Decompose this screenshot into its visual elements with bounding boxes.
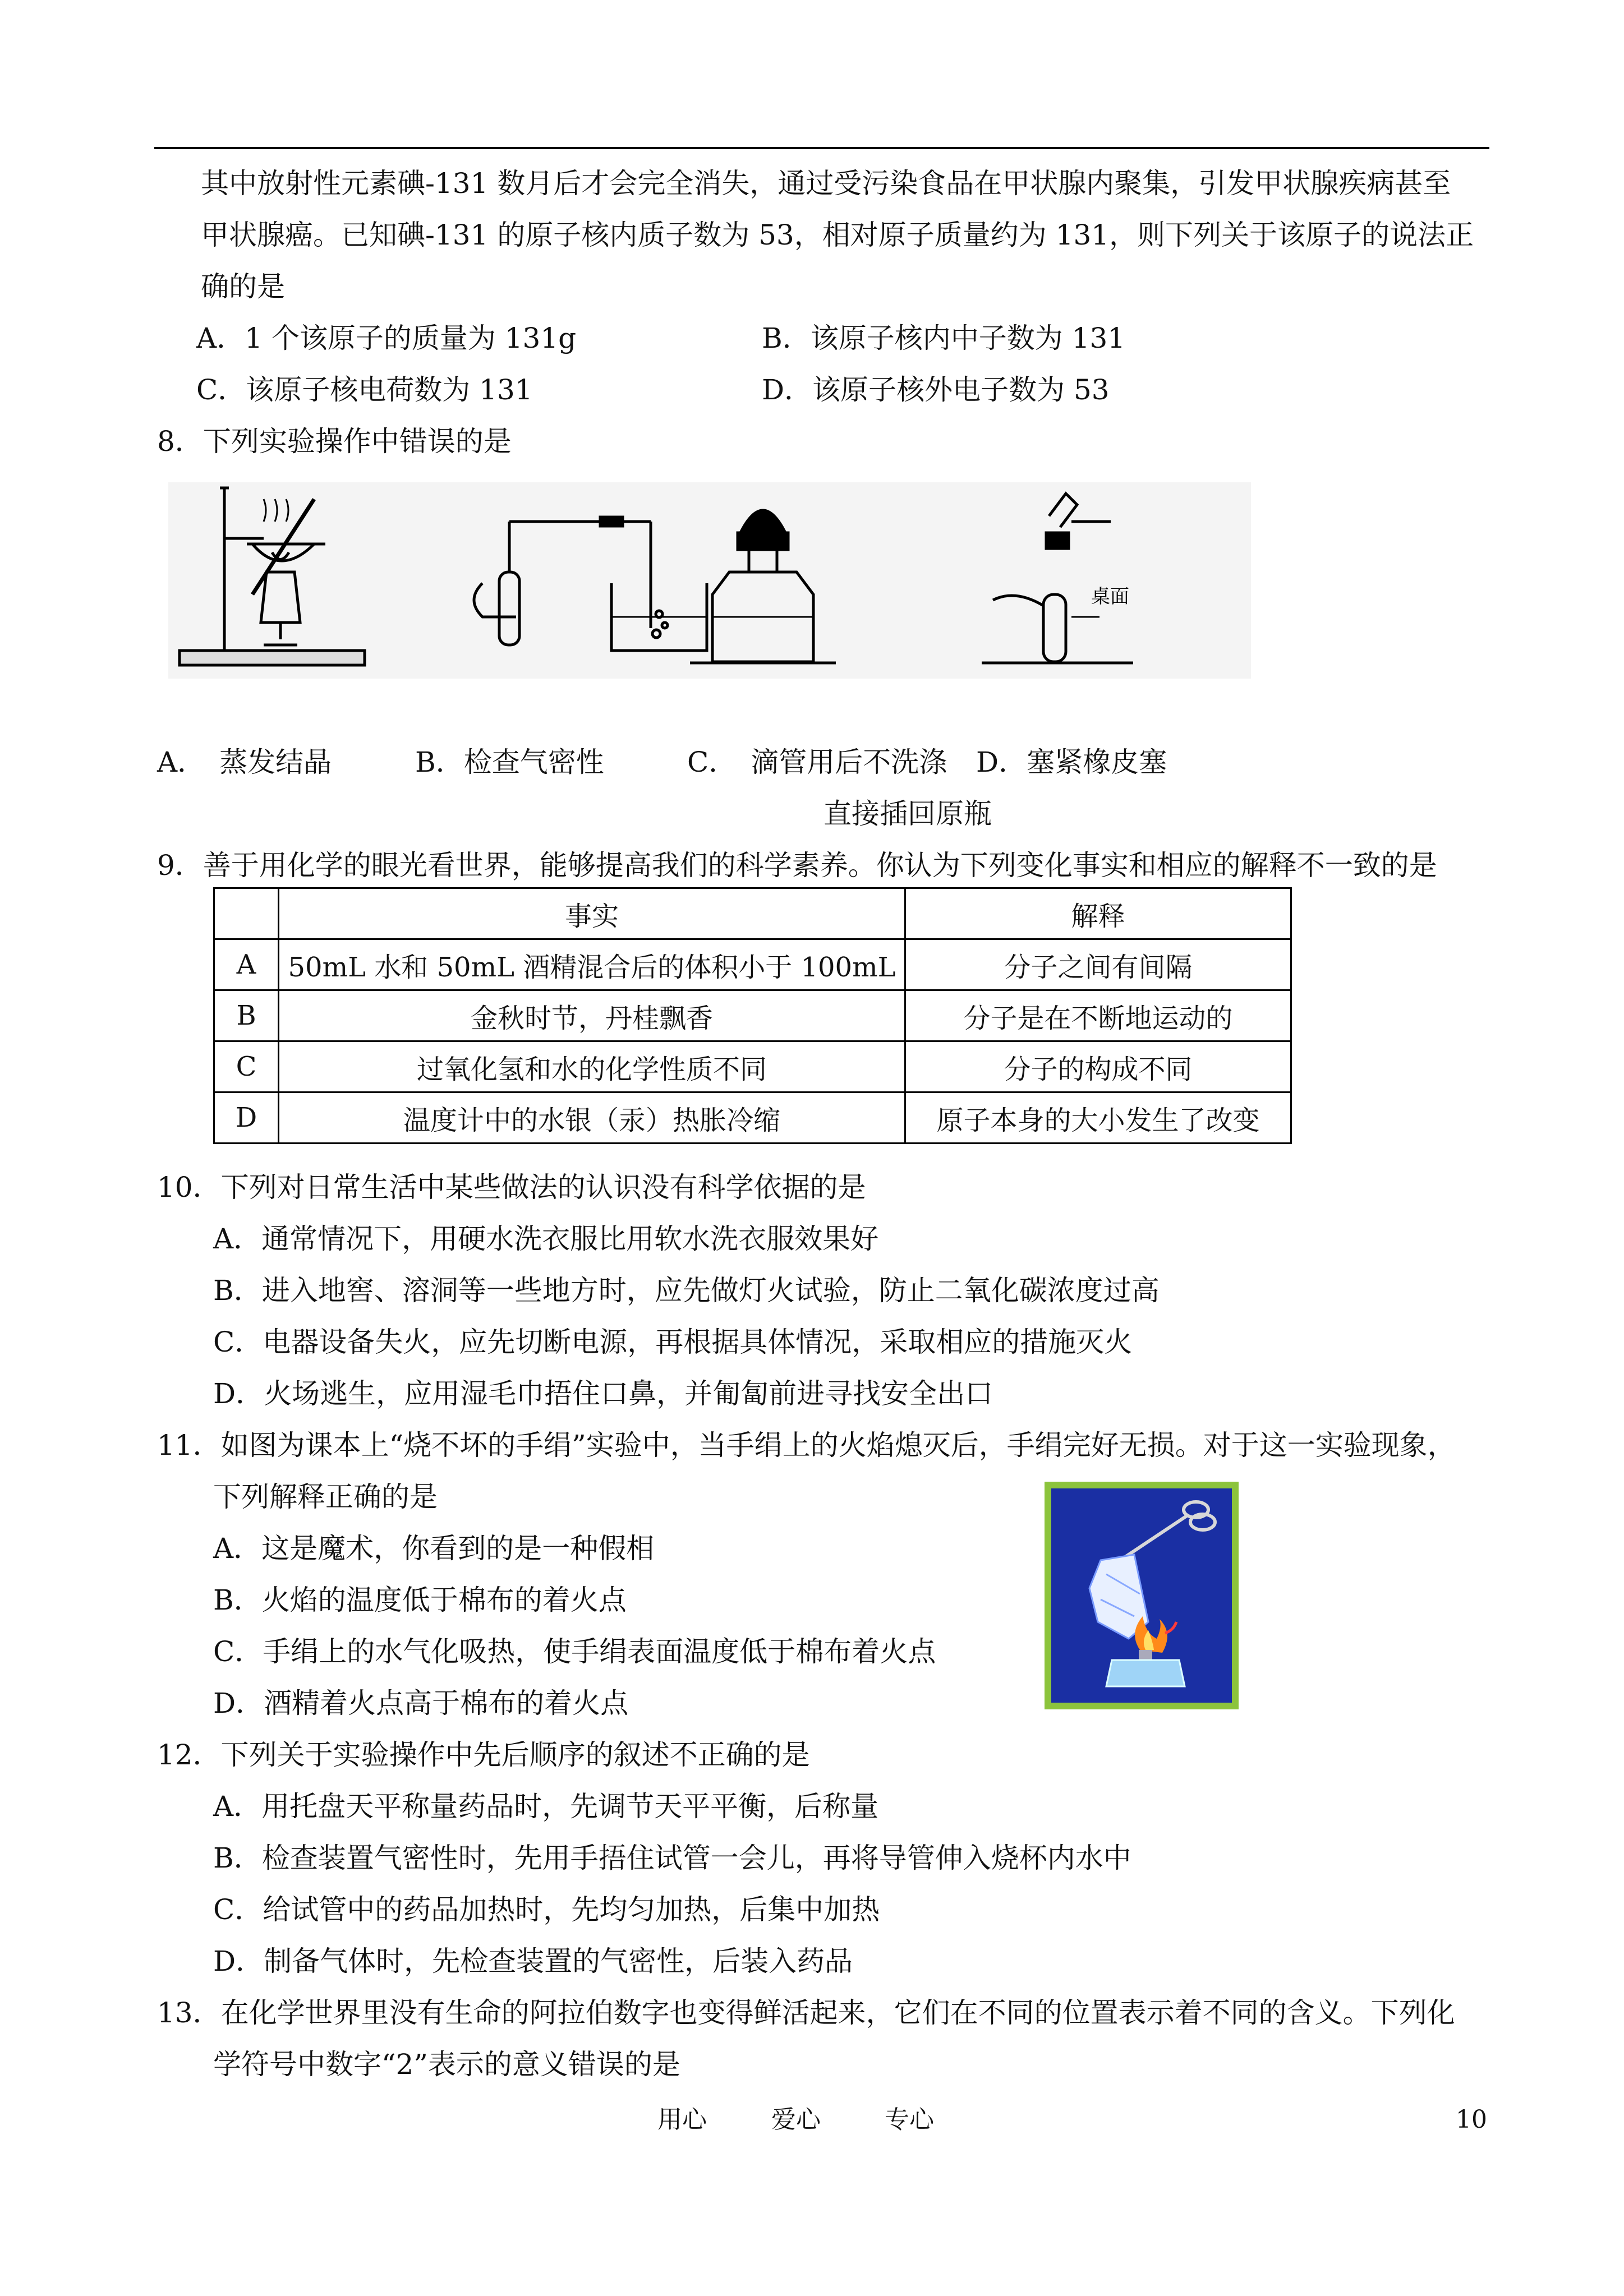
q11-stem-line-2: 下列解释正确的是	[213, 1481, 438, 1513]
table-cell: 分子的构成不同	[905, 1041, 1291, 1092]
q10-option-a: A．通常情况下，用硬水洗衣服比用软水洗衣服效果好	[213, 1223, 879, 1255]
q8-option-c: C． 滴管用后不洗涤	[687, 746, 947, 778]
q13-stem-line-1: 13．在化学世界里没有生命的阿拉伯数字也变得鲜活起来，它们在不同的位置表示着不同的含义。下列化	[157, 1997, 1455, 2029]
footer-right: 专心	[885, 2105, 934, 2134]
page-number: 10	[1456, 2105, 1487, 2134]
q7-option-c: C．该原子核电荷数为 131	[196, 374, 533, 406]
q7-option-b: B．该原子核内中子数为 131	[762, 322, 1126, 354]
table-cell: B	[214, 990, 279, 1041]
svg-text:桌面: 桌面	[1091, 585, 1129, 608]
q11-option-c: C．手绢上的水气化吸热，使手绢表面温度低于棉布着火点	[213, 1635, 936, 1668]
table-header-row	[214, 888, 1291, 939]
q9-stem: 9．善于用化学的眼光看世界，能够提高我们的科学素养。你认为下列变化事实和相应的解释不一致的是	[157, 849, 1437, 882]
table-header-cell: 解释	[905, 888, 1291, 939]
q8-option-d: D．塞紧橡皮塞	[976, 746, 1167, 778]
q12-option-b: B．检查装置气密性时，先用手捂住试管一会儿，再将导管伸入烧杯内水中	[213, 1842, 1131, 1874]
footer-left: 用心	[657, 2105, 707, 2134]
intro-line-2: 甲状腺癌。已知碘-131 的原子核内质子数为 53，相对原子质量约为 131，则下列关于该原子的说法正	[201, 219, 1474, 251]
table-cell: A	[214, 939, 279, 990]
q8-apparatus-figures	[168, 482, 1251, 679]
table-cell: 分子是在不断地运动的	[905, 990, 1291, 1041]
intro-line-1: 其中放射性元素碘-131 数月后才会完全消失，通过受污染食品在甲状腺内聚集，引发甲状腺疾病甚至	[201, 167, 1451, 200]
q12-option-c: C．给试管中的药品加热时，先均匀加热，后集中加热	[213, 1893, 880, 1926]
table-cell: 50mL 水和 50mL 酒精混合后的体积小于 100mL	[279, 939, 905, 990]
q13-stem-line-2: 学符号中数字“2”表示的意义错误的是	[213, 2048, 680, 2081]
table-cell: C	[214, 1041, 279, 1092]
q7-option-d: D．该原子核外电子数为 53	[762, 374, 1110, 406]
q8-option-b: B．检查气密性	[415, 746, 604, 778]
table-header-cell	[214, 888, 279, 939]
q11-option-d: D．酒精着火点高于棉布的着火点	[213, 1687, 629, 1719]
q10-option-c: C．电器设备失火，应先切断电源，再根据具体情况，采取相应的措施灭火	[213, 1326, 1133, 1358]
table-row	[214, 990, 1291, 1041]
table-cell: 温度计中的水银（汞）热胀冷缩	[279, 1092, 905, 1144]
intro-line-3: 确的是	[201, 270, 285, 303]
q12-stem: 12．下列关于实验操作中先后顺序的叙述不正确的是	[157, 1739, 810, 1771]
q10-stem: 10．下列对日常生活中某些做法的认识没有科学依据的是	[157, 1171, 866, 1204]
table-cell: D	[214, 1092, 279, 1144]
facts-table	[213, 887, 1292, 1144]
q12-option-d: D．制备气体时，先检查装置的气密性，后装入药品	[213, 1945, 853, 1977]
table-cell: 过氧化氢和水的化学性质不同	[279, 1041, 905, 1092]
header-rule	[154, 147, 1489, 149]
q12-option-a: A．用托盘天平称量药品时，先调节天平平衡，后称量	[213, 1790, 879, 1823]
q8-stem: 8．下列实验操作中错误的是	[157, 425, 512, 458]
q8-option-c-line2: 直接插回原瓶	[823, 797, 992, 830]
table-row	[214, 939, 1291, 990]
table-row	[214, 1041, 1291, 1092]
q11-stem-line-1: 11．如图为课本上“烧不坏的手绢”实验中，当手绢上的火焰熄灭后，手绢完好无损。对于这一实验现象，	[157, 1429, 1456, 1461]
q11-option-b: B．火焰的温度低于棉布的着火点	[213, 1584, 627, 1616]
q8-option-a: A． 蒸发结晶	[157, 746, 332, 778]
q10-option-b: B．进入地窖、溶洞等一些地方时，应先做灯火试验，防止二氧化碳浓度过高	[213, 1274, 1160, 1307]
table-header-cell: 事实	[279, 888, 905, 939]
table-cell: 金秋时节，丹桂飘香	[279, 990, 905, 1041]
footer-mid: 爱心	[771, 2105, 821, 2134]
table-row	[214, 1092, 1291, 1144]
table-cell: 原子本身的大小发生了改变	[905, 1092, 1291, 1144]
burning-handkerchief-picture	[1045, 1482, 1239, 1709]
q7-option-a: A．1 个该原子的质量为 131g	[196, 322, 577, 354]
q11-option-a: A．这是魔术，你看到的是一种假相	[213, 1532, 655, 1565]
q10-option-d: D．火场逃生，应用湿毛巾捂住口鼻，并匍匐前进寻找安全出口	[213, 1377, 993, 1410]
table-cell: 分子之间有间隔	[905, 939, 1291, 990]
